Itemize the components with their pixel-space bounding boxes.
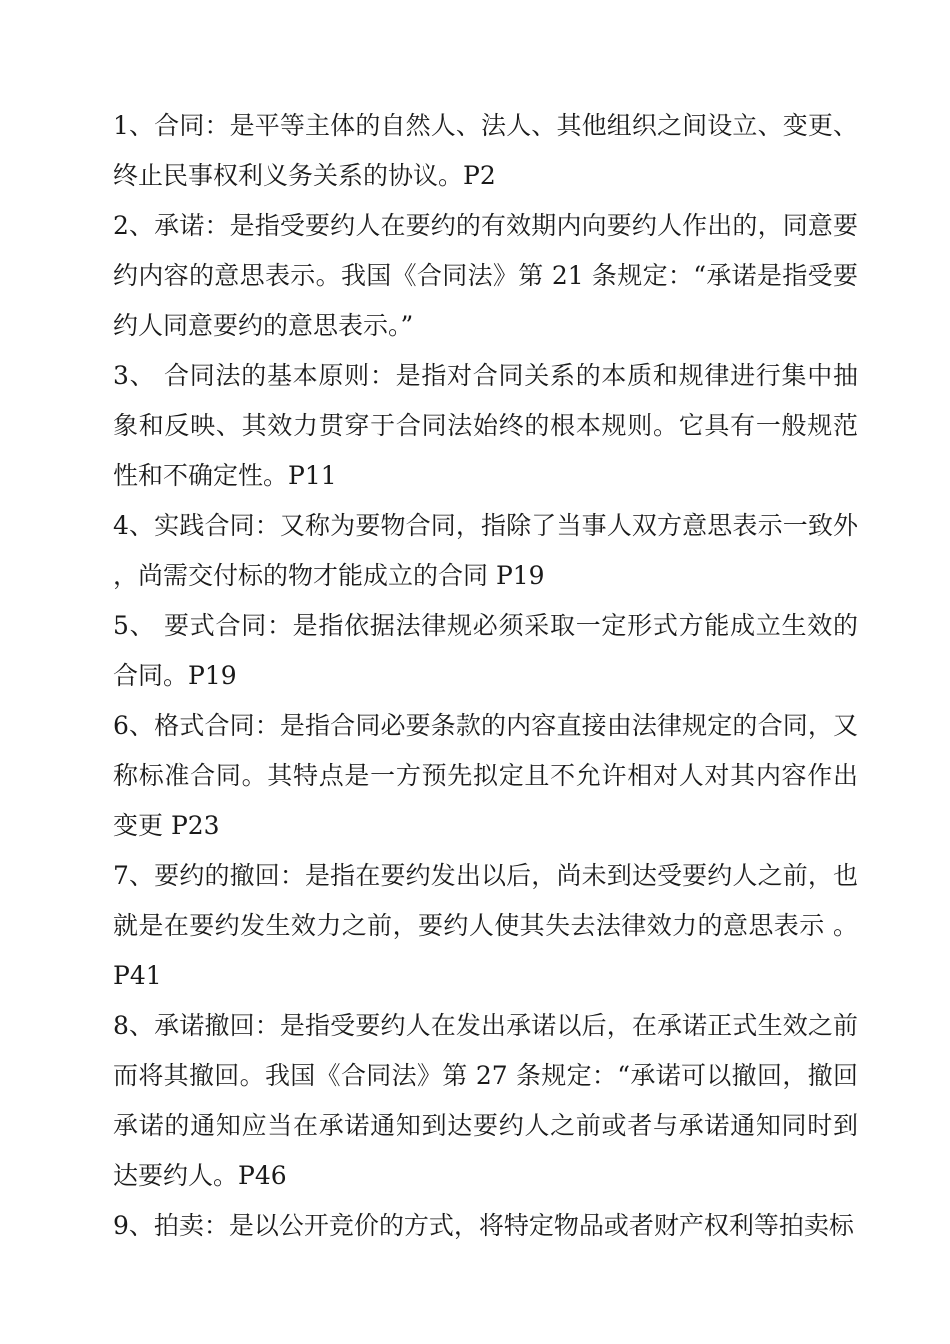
definition-paragraph-2: 2、承诺：是指受要约人在要约的有效期内向要约人作出的，同意要约内容的意思表示。我国《合同法》第 21 条规定：“承诺是指受要约人同意要约的意思表示。”	[113, 211, 858, 340]
definition-paragraph-6: 6、格式合同：是指合同必要条款的内容直接由法律规定的合同，又称标准合同。其特点是一方预先拟定且不允许相对人对其内容作出变更 P23	[113, 711, 858, 840]
definition-paragraph-3: 3、 合同法的基本原则：是指对合同关系的本质和规律进行集中抽象和反映、其效力贯穿于合同法始终的根本规则。它具有一般规范性和不确定性。P11	[113, 361, 858, 490]
definition-paragraph-5: 5、 要式合同：是指依据法律规必须采取一定形式方能成立生效的合同。P19	[113, 611, 858, 690]
document-body	[113, 101, 858, 1251]
definition-paragraph-7: 7、要约的撤回：是指在要约发出以后，尚未到达受要约人之前，也就是在要约发生效力之前，要约人使其失去法律效力的意思表示 。P41	[113, 861, 858, 990]
definition-paragraph-4: 4、实践合同：又称为要物合同，指除了当事人双方意思表示一致外，尚需交付标的物才能成立的合同 P19	[113, 511, 858, 590]
definition-paragraph-9: 9、拍卖：是以公开竞价的方式，将特定物品或者财产权利等拍卖标	[113, 1211, 854, 1240]
definition-paragraph-8: 8、承诺撤回：是指受要约人在发出承诺以后，在承诺正式生效之前而将其撤回。我国《合同法》第 27 条规定：“承诺可以撤回，撤回承诺的通知应当在承诺通知到达要约人之前或者与承诺通知同时到达要约人。P46	[113, 1011, 858, 1190]
definition-paragraph-1: 1、合同：是平等主体的自然人、法人、其他组织之间设立、变更、终止民事权利义务关系的协议。P2	[113, 111, 858, 190]
